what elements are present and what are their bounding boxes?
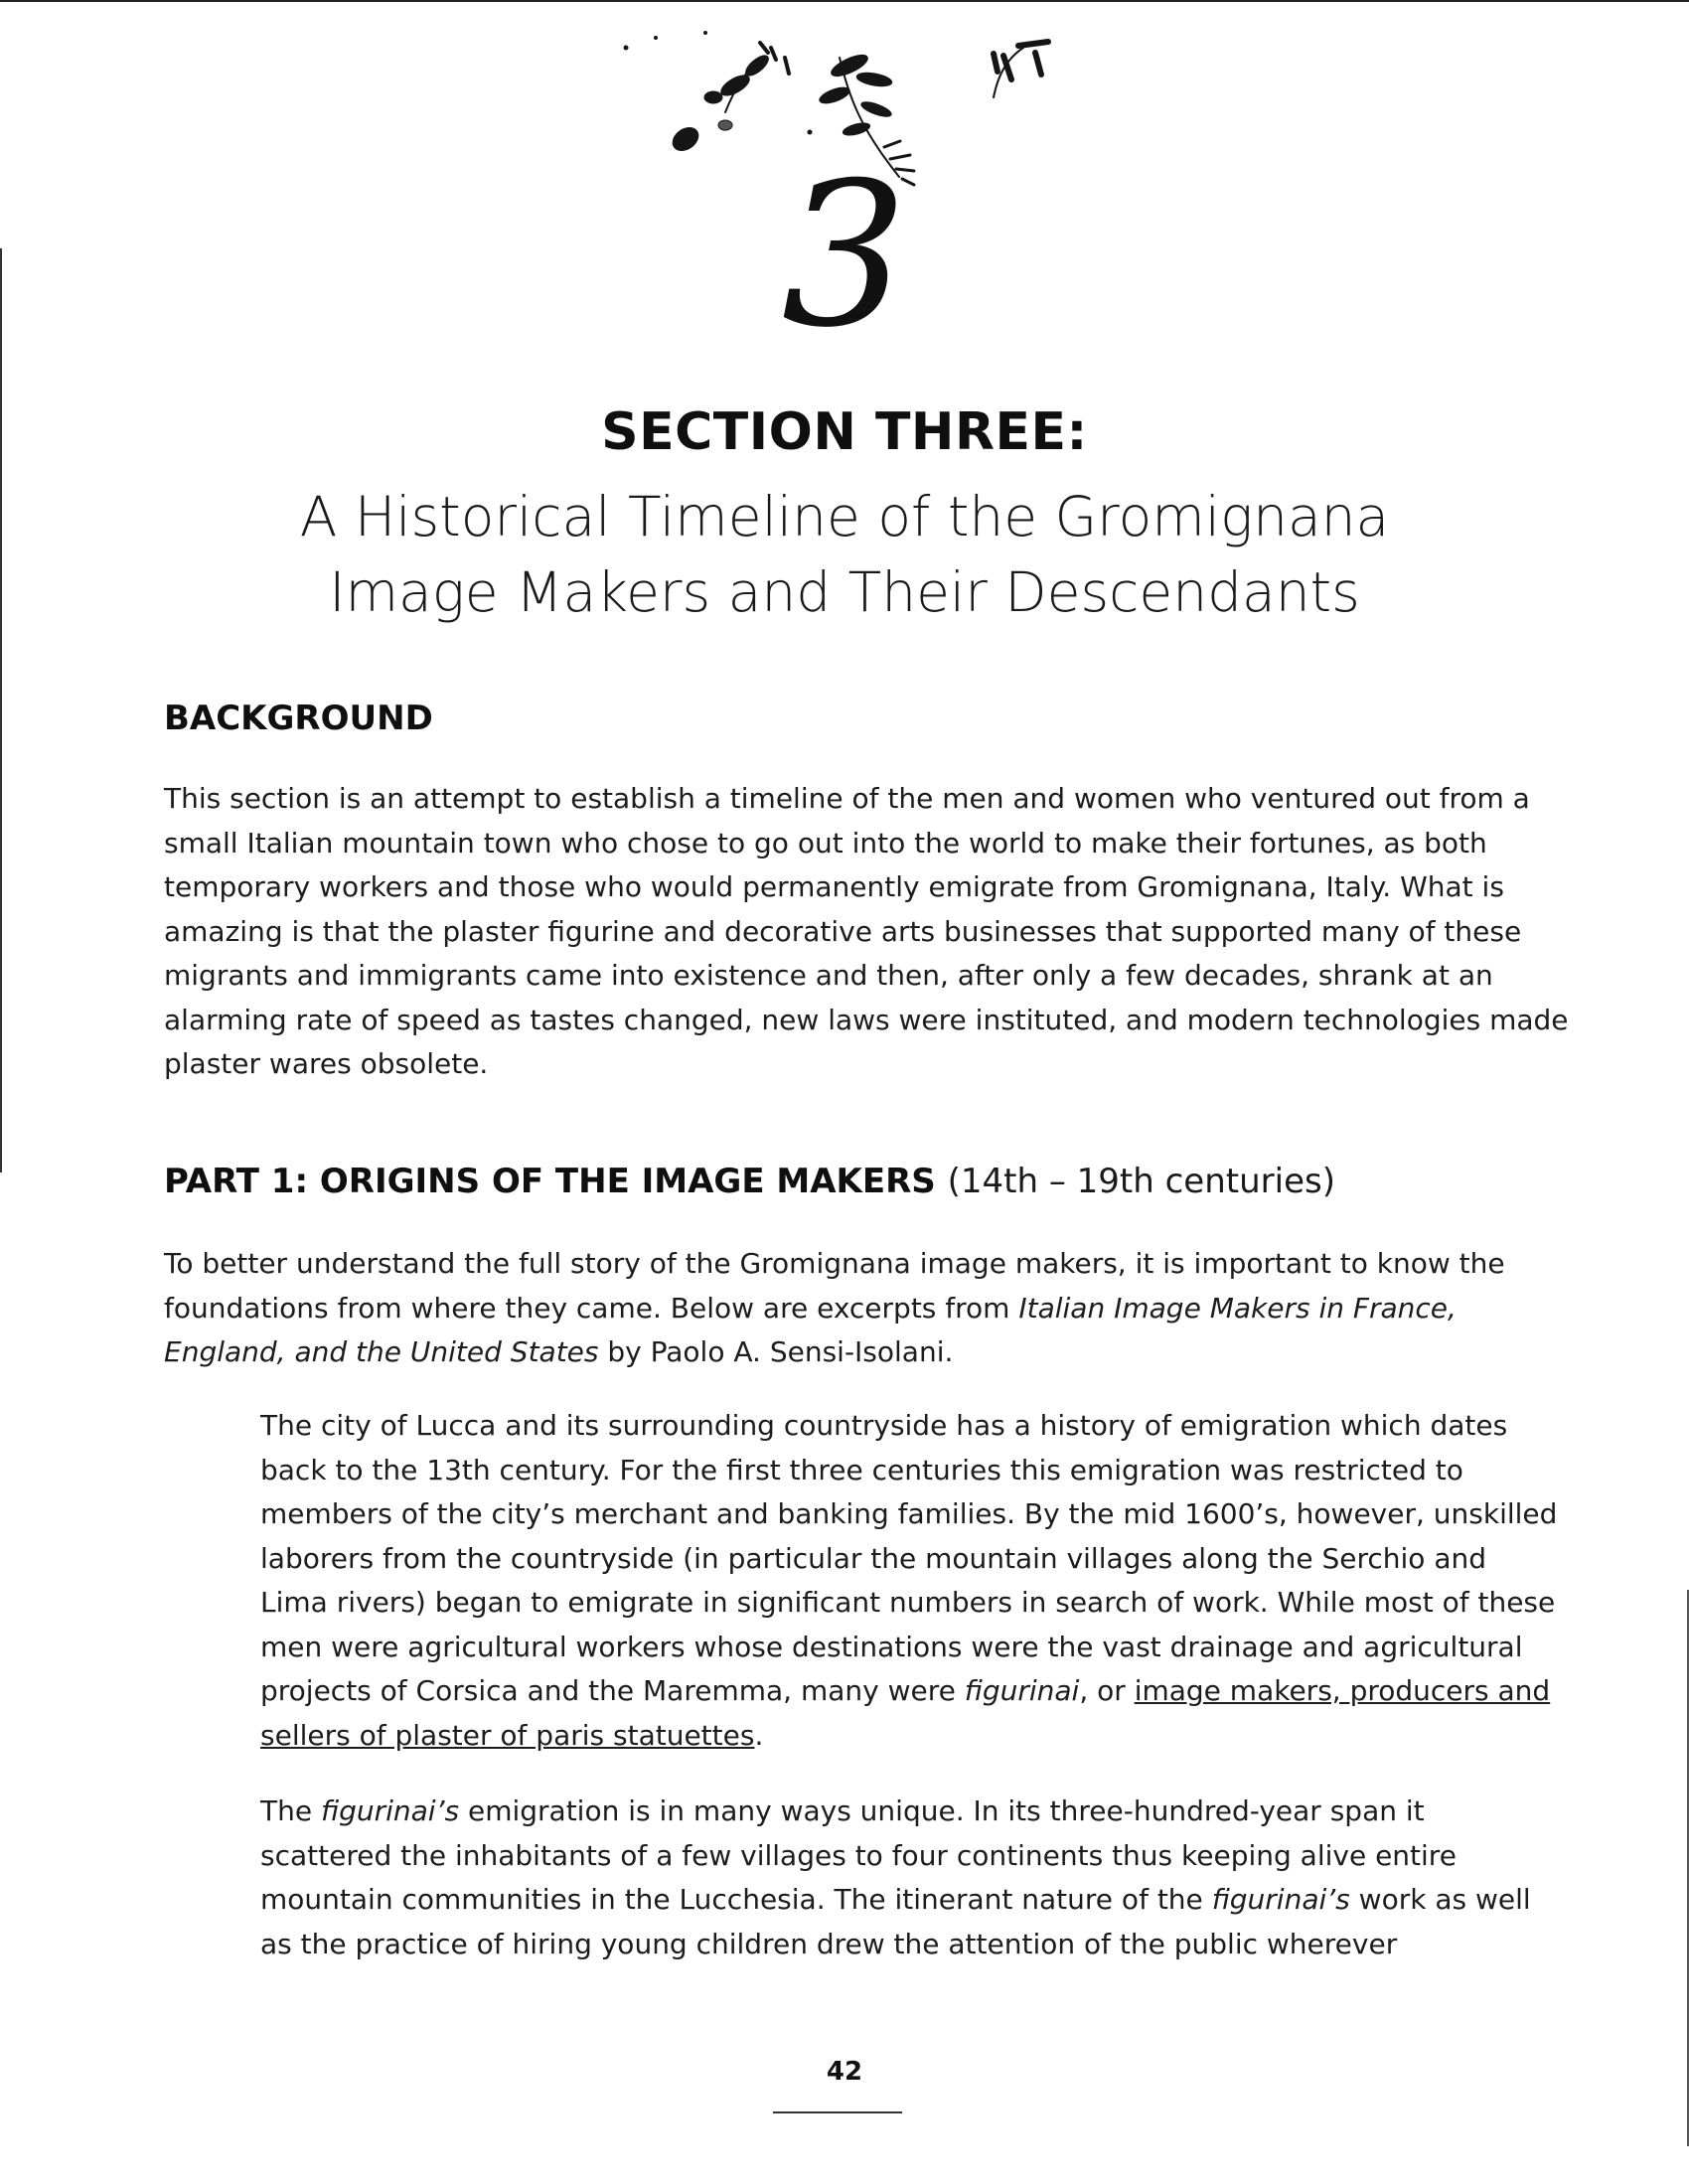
section-label: SECTION THREE: <box>601 402 1088 462</box>
background-paragraph: This section is an attempt to establish a timeline of the men and women who ventured out from a small Italian mountain town who chose to go out into the world to make their fortunes, as both temporary workers and those who would permanently emigrate from Gromignana, Italy. What is amazing is that the plaster figurine and decorative arts businesses that supported many of these migrants and immigrants came into existence and then, after only a few decades, shrank at an alarming rate of speed as tastes changed, new laws were instituted, and modern technologies made plaster wares obsolete. <box>164 782 1569 1080</box>
intro-text-before: To better understand the full story of the Gromignana image makers, it is important to know the foundations from where they came. Below are excerpts from <box>164 1247 1505 1325</box>
background-heading: BACKGROUND <box>164 699 433 738</box>
chapter-number: 3 <box>781 140 908 372</box>
intro-text-after: by Paolo A. Sensi-Isolani. <box>598 1335 954 1368</box>
quote-2-term-1: figurinai’s <box>320 1794 460 1827</box>
block-quote-1 <box>260 1404 1562 1758</box>
quote-2-term-2: figurinai’s <box>1211 1883 1350 1916</box>
quote-2-start: The <box>260 1794 321 1827</box>
page-number: 42 <box>826 2057 863 2087</box>
quote-1-end: . <box>754 1718 764 1752</box>
top-border-rule <box>0 0 1689 2</box>
part-1-heading-range: (14th – 19th centuries) <box>947 1162 1335 1201</box>
quote-1-term: figurinai <box>964 1674 1080 1707</box>
section-subtitle <box>0 479 1689 630</box>
left-scan-edge <box>0 248 2 1172</box>
quote-1-main-text: The city of Lucca and its surrounding countryside has a history of emigration which dates back to the 13th century. For the first three centuries this emigration was restricted to members of the city’s merchant and banking families. By the mid 1600’s, however, unskilled laborers from the countryside (in particular the mountain villages along the Serchio and Lima rivers) began to emigrate in significant numbers in search of work. While most of these men were agricultural workers whose destinations were the vast drainage and agricultural projects of Corsica and the Maremma, many were <box>260 1409 1558 1707</box>
quote-1-underlined-definition: image makers, producers and sellers of plaster of paris statuettes <box>260 1674 1551 1752</box>
subtitle-line-1: A Historical Timeline of the Gromignana <box>299 485 1390 548</box>
subtitle-line-2: Image Makers and Their Descendants <box>329 560 1360 624</box>
part-1-intro-paragraph <box>164 1242 1575 1375</box>
quote-2-end: work as well as the practice of hiring young children drew the attention of the public wherever <box>260 1883 1531 1960</box>
quote-2-middle: emigration is in many ways unique. In its three-hundred-year span it scattered the inhabitants of a few villages to four continents thus keeping alive entire mountain communities in the Lucchesia. The itinerant nature of the <box>260 1794 1457 1916</box>
book-title: Italian Image Makers in France, England, and the United States <box>164 1291 1457 1368</box>
part-1-heading-title: PART 1: ORIGINS OF THE IMAGE MAKERS <box>164 1162 936 1201</box>
part-1-heading <box>164 1159 1335 1204</box>
footer-rule <box>773 2111 902 2113</box>
block-quote-2 <box>260 1790 1562 1966</box>
quote-1-or: , or <box>1079 1674 1135 1707</box>
